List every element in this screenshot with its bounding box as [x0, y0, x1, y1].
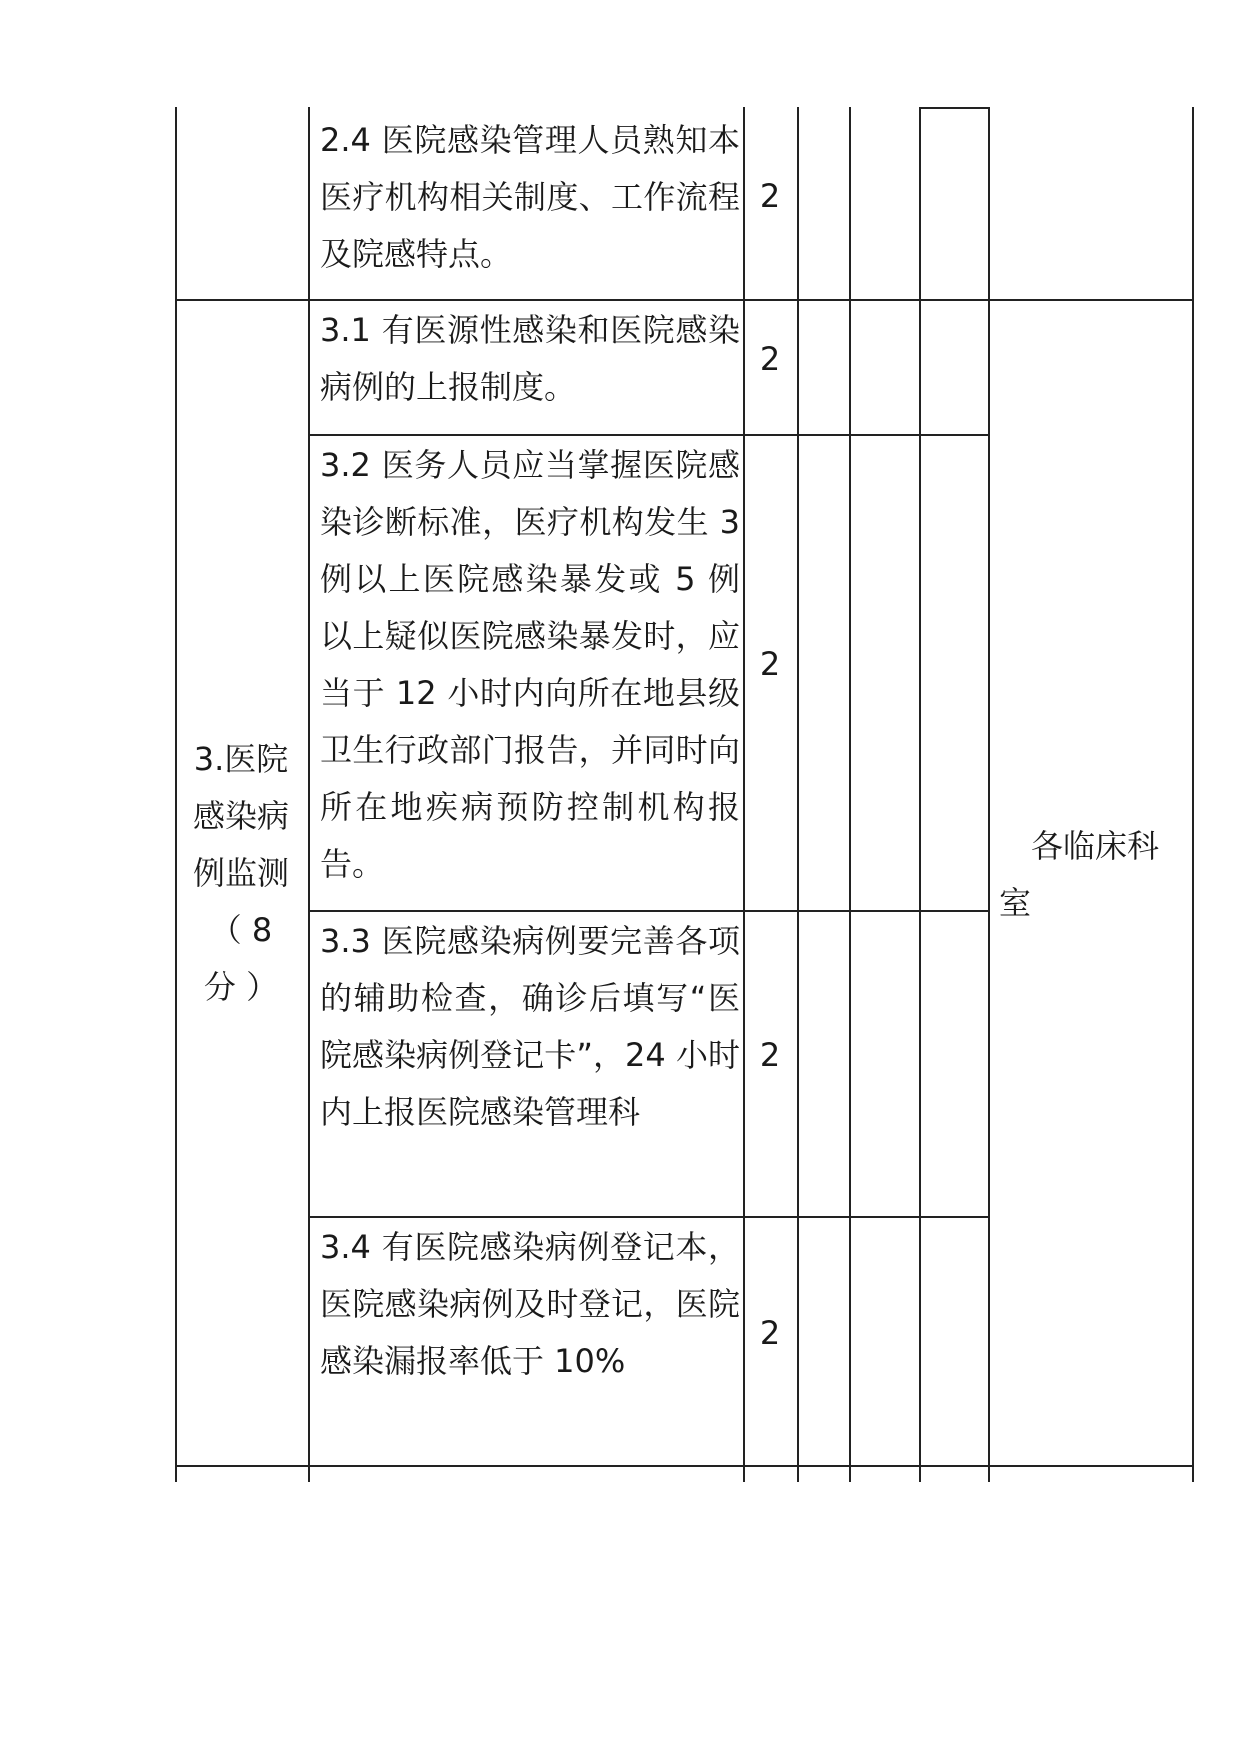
category-line: （ 8: [209, 911, 273, 949]
row-3-1-content: 3.1 有医源性感染和医院感染病例的上报制度。: [320, 311, 740, 406]
row-2-4-score: 2: [759, 177, 781, 215]
department-line: 各临床科: [1031, 827, 1160, 865]
row-3-3-content: 3.3 医院感染病例要完善各项的辅助检查，确诊后填写“医院感染病例登记卡”，24 小时内上报医院感染管理科: [320, 922, 740, 1131]
category-3-label: [175, 731, 307, 1016]
table-top-stub: [919, 107, 989, 109]
table-divider-col5: [849, 107, 851, 1482]
table-divider-category: [308, 107, 310, 1482]
row-2-4-content: 2.4 医院感染管理人员熟知本医疗机构相关制度、工作流程及院感特点。: [320, 121, 740, 273]
department-label: [999, 818, 1195, 932]
row-divider-3-1: [308, 434, 989, 436]
table-border-right: [1192, 107, 1194, 1482]
category-line: 感染病: [192, 797, 289, 835]
table-divider-col7: [988, 107, 990, 1482]
department-line: 室: [999, 884, 1032, 922]
category-line: 例监测: [192, 854, 289, 892]
row-3-3-score: 2: [759, 1036, 781, 1074]
category-line: 分 ）: [203, 968, 279, 1006]
row-divider-3-2: [308, 910, 989, 912]
row-3-1-score: 2: [759, 340, 781, 378]
row-divider-3-3: [308, 1216, 989, 1218]
table-bottom-border: [175, 1465, 1193, 1467]
row-3-2-content: 3.2 医务人员应当掌握医院感染诊断标准，医疗机构发生 3 例以上医院感染暴发或 5 例以上疑似医院感染暴发时，应当于 12 小时内向所在地县级卫生行政部门报告，并同时向所在地疾病预防控制机构报告。: [320, 446, 740, 883]
category-line: 3.医院: [193, 740, 289, 778]
row-3-4-content: 3.4 有医院感染病例登记本，医院感染病例及时登记，医院感染漏报率低于 10%: [320, 1228, 740, 1380]
table-divider-col6: [919, 107, 921, 1482]
row-3-2-score: 2: [759, 645, 781, 683]
row-3-4-score: 2: [759, 1314, 781, 1352]
row-divider-2-4: [175, 299, 1193, 301]
table-divider-content: [743, 107, 745, 1482]
table-divider-score: [797, 107, 799, 1482]
